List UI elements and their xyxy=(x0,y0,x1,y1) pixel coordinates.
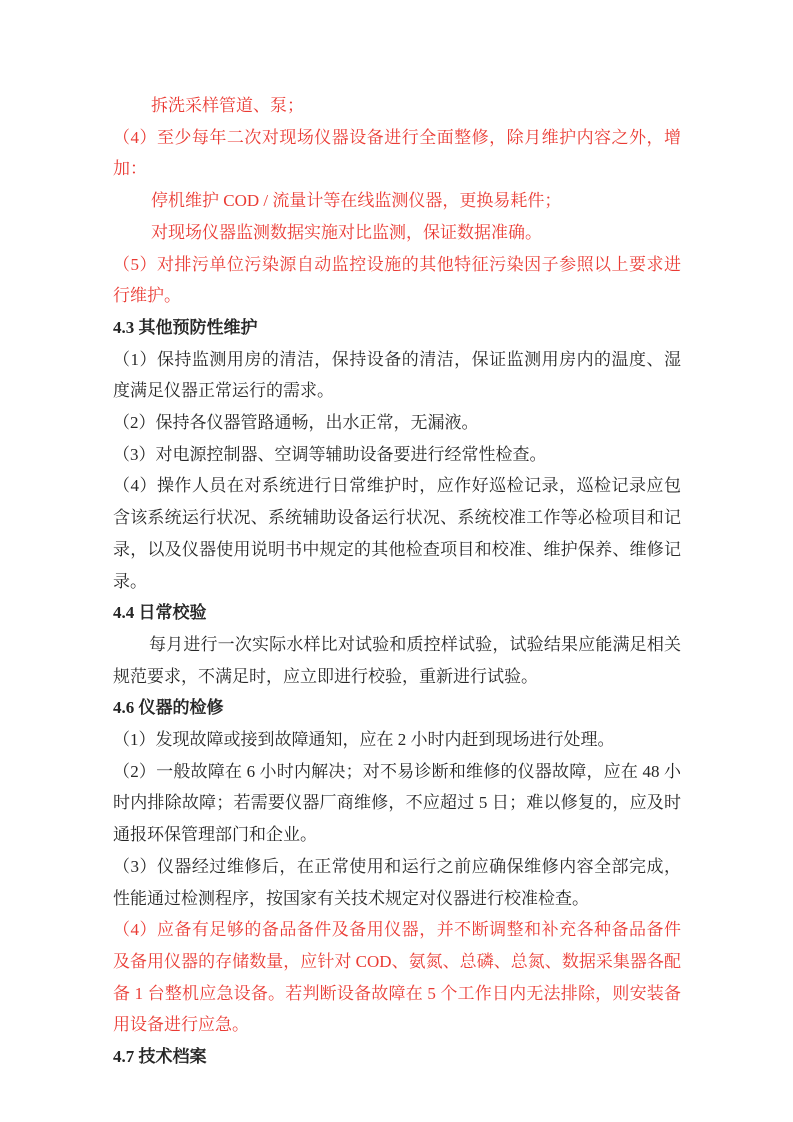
section-heading-4-4-daily-calibration: 4.4 日常校验 xyxy=(113,603,207,623)
repair-item-1: （1）发现故障或接到故障通知，应在 2 小时内赶到现场进行处理。 xyxy=(113,730,615,750)
maintenance-subitem-data-compare: 对现场仪器监测数据实施对比监测，保证数据准确。 xyxy=(151,222,542,242)
document-body xyxy=(113,90,681,1073)
preventive-item-2: （2）保持各仪器管路通畅，出水正常，无漏液。 xyxy=(113,413,479,433)
preventive-item-1: （1）保持监测用房的清洁，保持设备的清洁，保证监测用房内的温度、湿度满足仪器正常运行的需求。 xyxy=(113,349,681,401)
maintenance-item-5: （5）对排污单位污染源自动监控设施的其他特征污染因子参照以上要求进行维护。 xyxy=(113,254,681,306)
section-heading-4-3-other-preventive-maintenance: 4.3 其他预防性维护 xyxy=(113,317,258,337)
section-heading-4-6-instrument-repair: 4.6 仪器的检修 xyxy=(113,698,224,718)
repair-item-4-spare-parts: （4）应备有足够的备品备件及备用仪器，并不断调整和补充各种备品备件及备用仪器的存储数量，应针对 COD、氨氮、总磷、总氮、数据采集器各配备 1 台整机应急设备。若判断设备故障在 5 个工作日内无法排除，则安装备用设备进行应急。 xyxy=(113,920,681,1035)
maintenance-subitem-flush-pipes: 拆洗采样管道、泵； xyxy=(151,96,304,115)
preventive-item-3: （3）对电源控制器、空调等辅助设备要进行经常性检查。 xyxy=(113,444,547,464)
maintenance-item-4: （4）至少每年二次对现场仪器设备进行全面整修，除月维护内容之外，增加： xyxy=(113,127,681,179)
preventive-item-4: （4）操作人员在对系统进行日常维护时，应作好巡检记录，巡检记录应包含该系统运行状况、系统辅助设备运行状况、系统校准工作等必检项目和记录，以及仪器使用说明书中规定的其他检查项目和校准、维护保养、维修记录。 xyxy=(113,476,681,591)
section-heading-4-7-technical-archives: 4.7 技术档案 xyxy=(113,1047,207,1067)
maintenance-subitem-shutdown-cod: 停机维护 COD / 流量计等在线监测仪器，更换易耗件； xyxy=(151,191,562,211)
repair-item-3: （3）仪器经过维修后，在正常使用和运行之前应确保维修内容全部完成，性能通过检测程序，按国家有关技术规定对仪器进行校准检查。 xyxy=(113,856,681,908)
repair-item-2: （2）一般故障在 6 小时内解决；对不易诊断和维修的仪器故障，应在 48 小时内排除故障；若需要仪器厂商维修，不应超过 5 日；难以修复的，应及时通报环保管理部门和企业。 xyxy=(113,761,681,845)
daily-calibration-paragraph: 每月进行一次实际水样比对试验和质控样试验，试验结果应能满足相关规范要求，不满足时，应立即进行校验，重新进行试验。 xyxy=(113,634,681,686)
